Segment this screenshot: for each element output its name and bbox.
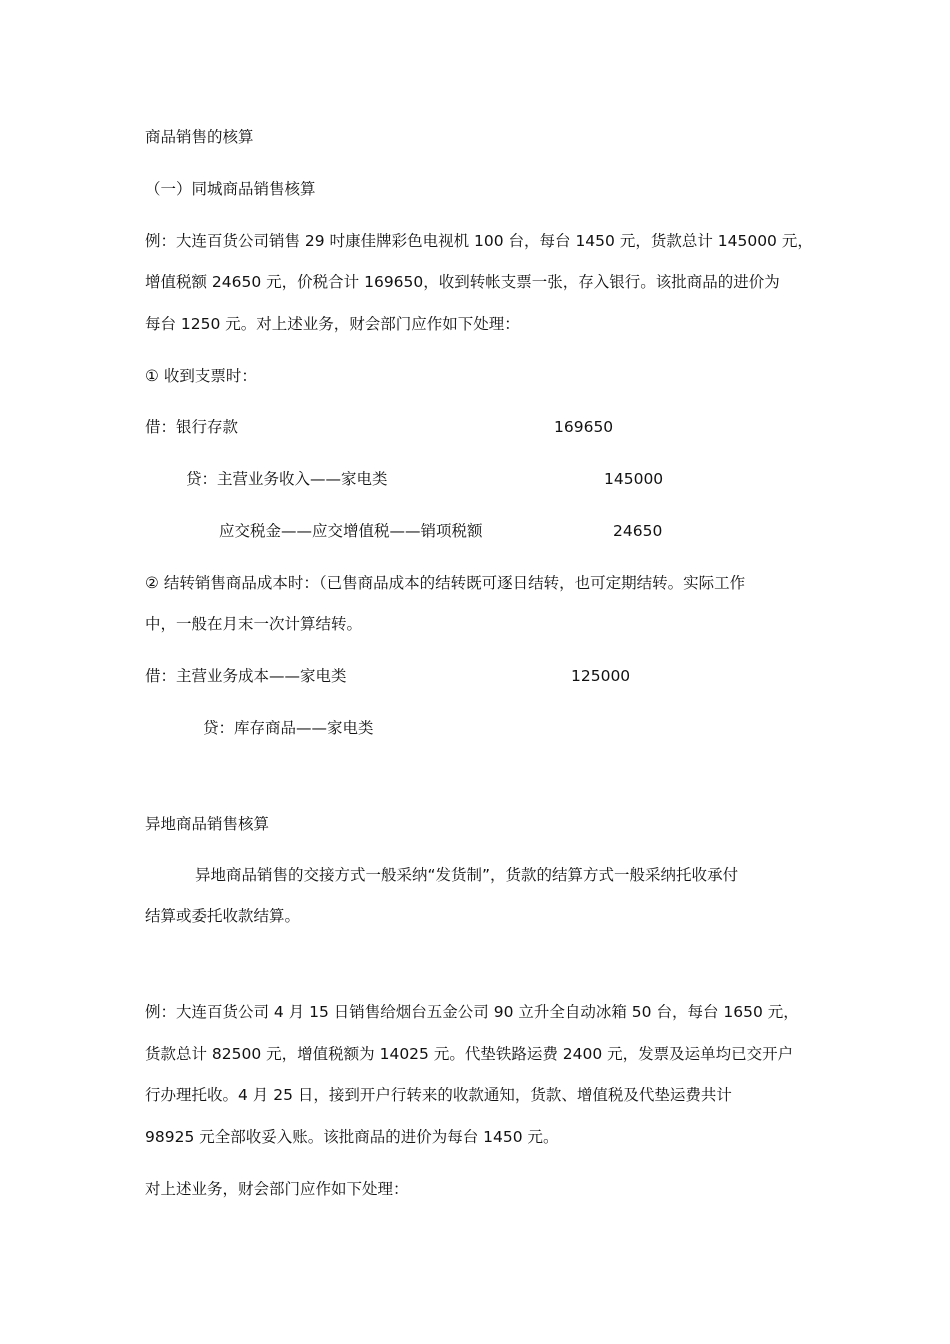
step2-line-2: 中，一般在月末一次计算结转。 [145,615,363,633]
entry2-debit-label: 借：主营业务成本——家电类 [145,667,347,685]
entry1-debit-amount: 169650 [554,418,614,436]
entry1-credit2-label: 应交税金——应交增值税——销项税额 [219,522,483,540]
section2-intro-line-1: 异地商品销售的交接方式一般采纳“发货制”，货款的结算方式一般采纳托收承付 [195,866,739,884]
entry1-credit2-amount: 24650 [613,522,663,540]
section1-heading: （一）同城商品销售核算 [145,180,316,198]
section2-closing: 对上述业务，财会部门应作如下处理： [145,1180,409,1198]
entry2-debit-amount: 125000 [571,667,631,685]
step1-label: ① 收到支票时： [145,367,257,385]
step2-line-1: ② 结转销售商品成本时：（已售商品成本的结转既可逐日结转，也可定期结转。实际工作 [145,574,746,592]
entry1-credit1-amount: 145000 [604,470,664,488]
example1-line-1: 例：大连百货公司销售 29 吋康佳牌彩色电视机 100 台，每台 1450 元，货款总计 145000 元， [145,232,813,250]
entry1-credit1-label: 贷：主营业务收入——家电类 [186,470,388,488]
section2-intro-line-2: 结算或委托收款结算。 [145,907,301,925]
example2-line-1: 例：大连百货公司 4 月 15 日销售给烟台五金公司 90 立升全自动冰箱 50 台，每台 1650 元， [145,1003,799,1021]
example2-line-4: 98925 元全部收妥入账。该批商品的进价为每台 1450 元。 [145,1128,559,1146]
example2-line-3: 行办理托收。4 月 25 日，接到开户行转来的收款通知，货款、增值税及代垫运费共计 [145,1086,732,1104]
example1-line-2: 增值税额 24650 元，价税合计 169650，收到转帐支票一张，存入银行。该批商品的进价为 [145,273,780,291]
example2-line-2: 货款总计 82500 元，增值税额为 14025 元。代垫铁路运费 2400 元，发票及运单均已交开户 [145,1045,794,1063]
example1-line-3: 每台 1250 元。对上述业务，财会部门应作如下处理： [145,315,520,333]
entry1-debit-label: 借：银行存款 [145,418,239,436]
section2-heading: 异地商品销售核算 [145,815,270,833]
entry2-credit-label: 贷：库存商品——家电类 [203,719,374,737]
doc-title: 商品销售的核算 [145,128,254,146]
